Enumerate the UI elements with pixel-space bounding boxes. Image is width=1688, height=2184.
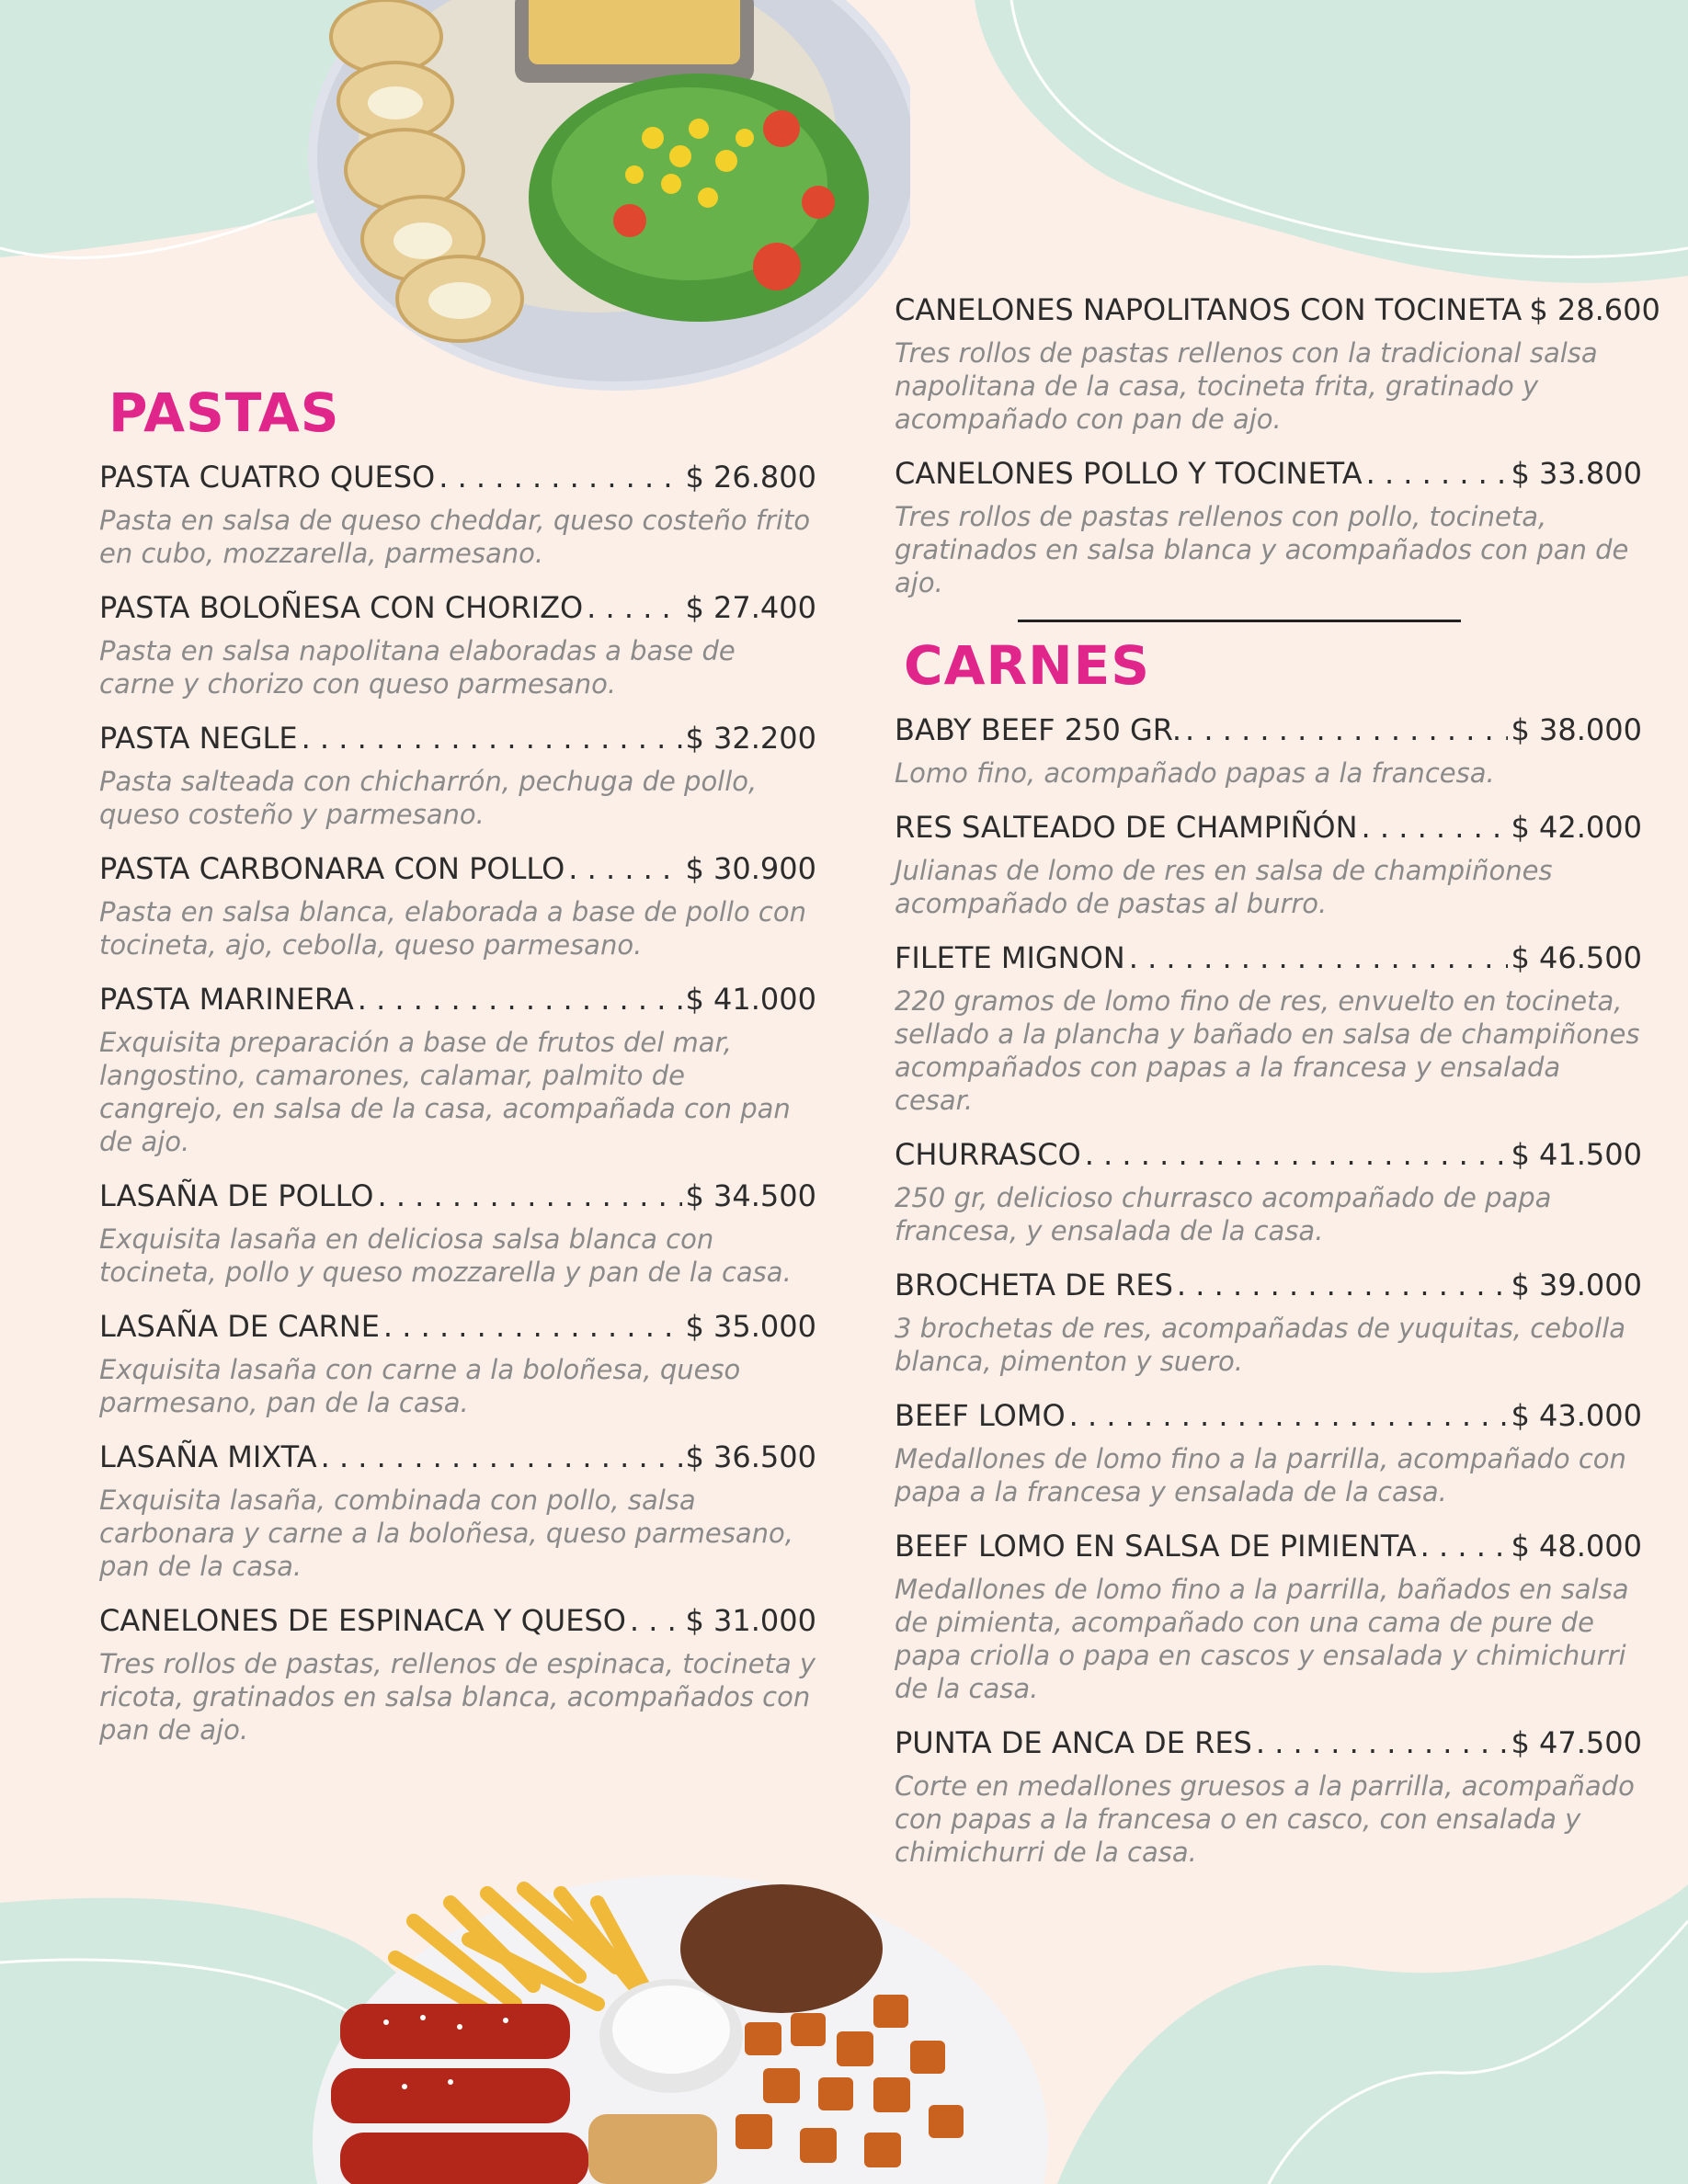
dot-leader: [358, 982, 682, 1017]
menu-item: [99, 1439, 816, 1583]
dot-leader: [587, 590, 681, 625]
menu-item-header: [895, 1137, 1642, 1172]
dot-leader: [1085, 1137, 1508, 1172]
dot-leader: [439, 460, 681, 495]
menu-item: [99, 1603, 816, 1746]
menu-item-name: CANELONES NAPOLITANOS CON TOCINETA: [895, 292, 1523, 327]
carnes-title: CARNES: [904, 634, 1151, 697]
dot-leader: [377, 1178, 681, 1213]
menu-item-name: RES SALTEADO DE CHAMPIÑÓN: [895, 810, 1358, 845]
menu-item-price: $ 47.500: [1511, 1725, 1642, 1760]
menu-item-name: CANELONES POLLO Y TOCINETA: [895, 456, 1363, 491]
dot-leader: [302, 721, 682, 756]
menu-item: [895, 940, 1642, 1117]
menu-item-price: $ 48.000: [1511, 1529, 1642, 1564]
menu-item: [99, 721, 816, 831]
menu-item-name: BEEF LOMO EN SALSA DE PIMIENTA: [895, 1529, 1417, 1564]
menu-item-name: CHURRASCO: [895, 1137, 1081, 1172]
menu-item-name: PASTA BOLOÑESA CON CHORIZO: [99, 590, 584, 625]
dot-leader: [630, 1603, 682, 1638]
dot-leader: [1069, 1398, 1508, 1433]
menu-item-description: Corte en medallones gruesos a la parrilla, acompañado con papas a la francesa o en casco, con ensalada y chimichurri de la casa.: [895, 1770, 1635, 1868]
dot-leader: [1185, 712, 1507, 747]
menu-item-description: Pasta en salsa blanca, elaborada a base de pollo con tocineta, ajo, cebolla, queso parmesano.: [99, 896, 806, 961]
menu-item-price: $ 31.000: [685, 1603, 816, 1638]
menu-item-name: PUNTA DE ANCA DE RES: [895, 1725, 1252, 1760]
menu-item-description: Exquisita lasaña, combinada con pollo, salsa carbonara y carne a la boloñesa, queso parmesano, pan de la casa.: [99, 1484, 793, 1582]
menu-item: [895, 1398, 1642, 1508]
menu-item-name: PASTA MARINERA: [99, 982, 354, 1017]
menu-item-header: [895, 712, 1642, 747]
menu-item-description: Exquisita lasaña en deliciosa salsa blanca con tocineta, pollo y queso mozzarella y pan de la casa.: [99, 1223, 792, 1288]
menu-item-header: [99, 721, 816, 756]
pastas-title: PASTAS: [108, 381, 340, 444]
menu-item-header: [99, 590, 816, 625]
menu-item: [99, 982, 816, 1158]
menu-item-header: [895, 292, 1660, 327]
dot-leader: [1256, 1725, 1508, 1760]
menu-item-description: Exquisita lasaña con carne a la boloñesa, queso parmesano, pan de la casa.: [99, 1354, 741, 1418]
menu-item-name: LASAÑA DE POLLO: [99, 1178, 374, 1213]
menu-item-name: BABY BEEF 250 GR.: [895, 712, 1182, 747]
menu-item-description: Exquisita preparación a base de frutos del mar, langostino, camarones, calamar, palmito de cangrejo, en salsa de la casa, acompañada con pan de ajo.: [99, 1027, 791, 1157]
dot-leader: [1366, 456, 1508, 491]
menu-item-description: Pasta en salsa napolitana elaboradas a base de carne y chorizo con queso parmesano.: [99, 635, 736, 700]
menu-item-price: $ 32.200: [685, 721, 816, 756]
menu-item: [99, 460, 816, 570]
menu-item-name: PASTA NEGLE: [99, 721, 298, 756]
menu-item: [895, 456, 1642, 599]
menu-item-price: $ 36.500: [685, 1439, 816, 1474]
menu-item-header: [99, 1439, 816, 1474]
menu-item-header: [895, 1268, 1642, 1302]
menu-item: [895, 712, 1642, 790]
menu-item-description: 250 gr, delicioso churrasco acompañado de papa francesa, y ensalada de la casa.: [895, 1182, 1552, 1246]
menu-item: [895, 810, 1642, 920]
menu-item-header: [895, 940, 1642, 975]
carnes-list: [895, 712, 1642, 1869]
menu-item-description: 220 gramos de lomo fino de res, envuelto en tocineta, sellado a la plancha y bañado en salsa de champiñones acompañados con papas a la francesa y ensalada cesar.: [895, 985, 1640, 1116]
dot-leader: [321, 1439, 682, 1474]
menu-item-name: BEEF LOMO: [895, 1398, 1066, 1433]
menu-item-price: $ 27.400: [685, 590, 816, 625]
menu-item-price: $ 30.900: [685, 851, 816, 886]
menu-item-description: Tres rollos de pastas rellenos con pollo, tocineta, gratinados en salsa blanca y acompañados con pan de ajo.: [895, 501, 1629, 598]
menu-item-description: Pasta en salsa de queso cheddar, queso costeño frito en cubo, mozzarella, parmesano.: [99, 505, 811, 569]
menu-item-header: [99, 1178, 816, 1213]
menu-item-header: [895, 810, 1642, 845]
menu-item-description: Pasta salteada con chicharrón, pechuga de pollo, queso costeño y parmesano.: [99, 766, 758, 830]
dot-leader: [1420, 1529, 1508, 1564]
menu-item-name: PASTA CUATRO QUESO: [99, 460, 436, 495]
menu-item: [99, 851, 816, 961]
menu-item: [895, 292, 1660, 436]
menu-item-header: [99, 851, 816, 886]
menu-item-description: Julianas de lomo de res en salsa de champiñones acompañado de pastas al burro.: [895, 855, 1553, 919]
menu-item-name: PASTA CARBONARA CON POLLO: [99, 851, 565, 886]
menu-item-name: BROCHETA DE RES: [895, 1268, 1173, 1302]
dot-leader: [568, 851, 681, 886]
menu-item-header: [895, 1529, 1642, 1564]
menu-item: [895, 1725, 1642, 1869]
menu-item-header: [895, 456, 1642, 491]
menu-item-name: LASAÑA MIXTA: [99, 1439, 317, 1474]
right-column: [895, 292, 1660, 1889]
menu-item-header: [99, 460, 816, 495]
menu-item-header: [895, 1725, 1642, 1760]
menu-item-name: CANELONES DE ESPINACA Y QUESO: [99, 1603, 626, 1638]
menu-item-price: $ 33.800: [1511, 456, 1642, 491]
menu-item-description: Medallones de lomo fino a la parrilla, acompañado con papa a la francesa y ensalada de la casa.: [895, 1443, 1626, 1507]
platter-photo: [303, 1866, 1057, 2184]
menu-item-price: $ 42.000: [1511, 810, 1642, 845]
menu-item: [895, 1268, 1642, 1378]
menu-item-price: $ 39.000: [1511, 1268, 1642, 1302]
menu-item: [895, 1137, 1642, 1247]
dot-leader: [1362, 810, 1508, 845]
menu-item-description: 3 brochetas de res, acompañadas de yuquitas, cebolla blanca, pimenton y suero.: [895, 1313, 1626, 1377]
menu-item-header: [895, 1398, 1642, 1433]
menu-item-price: $ 46.500: [1511, 940, 1642, 975]
menu-item-price: $ 41.000: [685, 982, 816, 1017]
menu-item-description: Tres rollos de pastas rellenos con la tradicional salsa napolitana de la casa, tocineta frita, gratinado y acompañado con pan de ajo.: [895, 337, 1598, 435]
dot-leader: [1177, 1268, 1508, 1302]
menu-item-header: [99, 1309, 816, 1344]
menu-item: [99, 590, 816, 700]
menu-item: [99, 1309, 816, 1419]
menu-item-price: $ 38.000: [1511, 712, 1642, 747]
menu-item-description: Tres rollos de pastas, rellenos de espinaca, tocineta y ricota, gratinados en salsa blanca, acompañados con pan de ajo.: [99, 1648, 816, 1746]
menu-item-price: $ 41.500: [1511, 1137, 1642, 1172]
menu-item-price: $ 26.800: [685, 460, 816, 495]
canelones-list: [895, 292, 1660, 599]
menu-item-description: Medallones de lomo fino a la parrilla, bañados en salsa de pimienta, acompañado con una cama de pure de papa criolla o papa en cascos y ensalada y chimichurri de la casa.: [895, 1574, 1629, 1704]
section-divider: [1018, 620, 1461, 622]
menu-item: [895, 1529, 1642, 1705]
pastas-section: [99, 381, 816, 1767]
menu-item-description: Lomo fino, acompañado papas a la francesa.: [895, 757, 1495, 789]
menu-item-name: LASAÑA DE CARNE: [99, 1309, 380, 1344]
dot-leader: [1129, 940, 1508, 975]
menu-item-name: FILETE MIGNON: [895, 940, 1125, 975]
menu-item-header: [99, 982, 816, 1017]
pastas-list: [99, 460, 816, 1746]
menu-item-price: $ 35.000: [685, 1309, 816, 1344]
menu-item-header: [99, 1603, 816, 1638]
food-plate-photo: [267, 0, 910, 395]
dot-leader: [383, 1309, 682, 1344]
menu-item-price: $ 34.500: [685, 1178, 816, 1213]
menu-item-price: $ 28.600: [1529, 292, 1660, 327]
menu-item: [99, 1178, 816, 1289]
menu-item-price: $ 43.000: [1511, 1398, 1642, 1433]
